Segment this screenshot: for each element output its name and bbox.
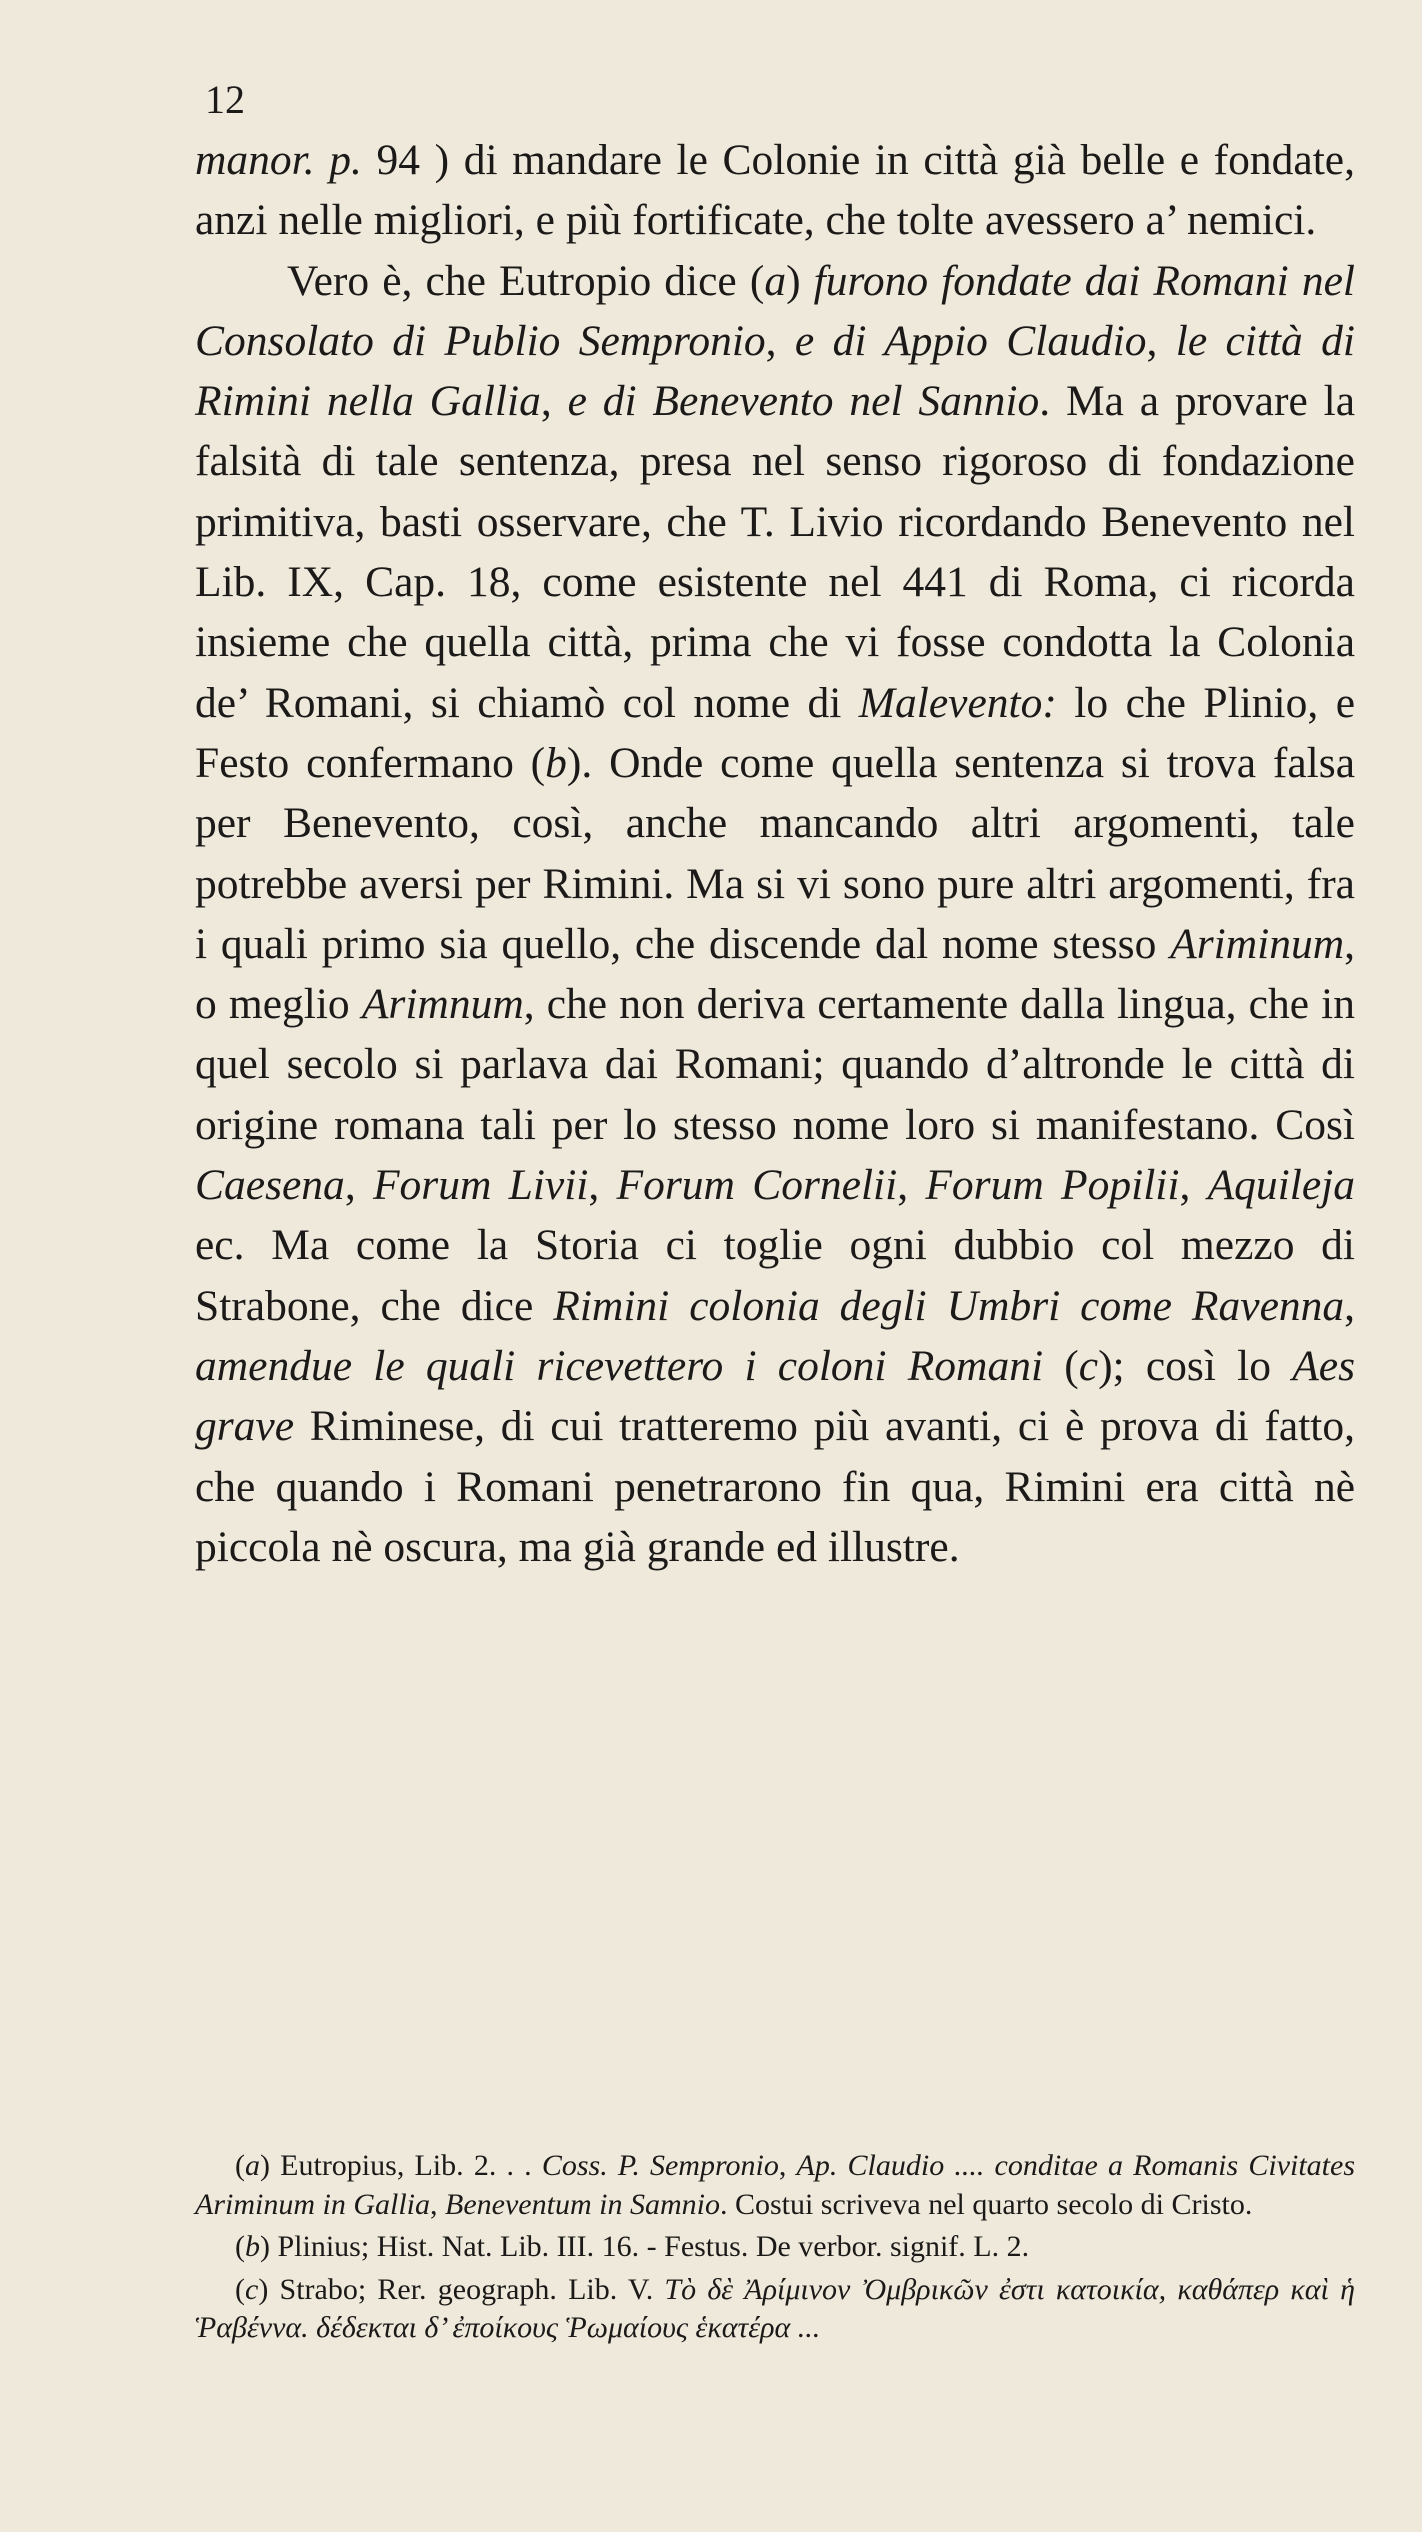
italic-text: Arimnum: [361, 980, 524, 1029]
text-run: ,: [1146, 316, 1176, 365]
text-run: ,: [897, 1161, 926, 1210]
italic-text: Ap. Claudio .... conditae a Romanis Civitates Ariminum in Gallia: [195, 2149, 1355, 2221]
text-run: ,: [778, 2149, 797, 2182]
italic-text: a: [764, 256, 787, 305]
text-run: ): [786, 256, 814, 305]
text-run: (: [235, 2149, 245, 2182]
text-run: , che non deriva certamente dalla lingua, che in quel secolo si parlava dai Romani; quando d’altronde le città di origine romana tali per lo stesso nome loro si manifestano. Così: [195, 980, 1355, 1149]
text-run: ,: [1344, 1281, 1355, 1330]
text-run: ,: [344, 1161, 373, 1210]
italic-text: Malevento:: [858, 678, 1057, 727]
italic-text: c: [1078, 1341, 1099, 1390]
text-run: (: [235, 2230, 245, 2263]
italic-text: Aes grave: [195, 1341, 1355, 1451]
footnote-1: [195, 2147, 1355, 2224]
text-run: lo che Plinio, e Festo confermano (: [195, 678, 1355, 787]
text-run: ,: [430, 2187, 446, 2221]
footnotes: [195, 2147, 1355, 2352]
footnote-3: [195, 2271, 1355, 2348]
text-run: Vero è, che Eutropio dice (: [287, 256, 765, 305]
italic-text: amendue le quali ricevettero i coloni Romani: [195, 1341, 1044, 1390]
italic-text: Rimini colonia degli Umbri come Ravenna: [553, 1281, 1345, 1330]
italic-text: b: [545, 738, 567, 787]
text-run: ) Eutropius, Lib. 2. . .: [260, 2149, 542, 2182]
text-run: ec. Ma come la Storia ci toglie ogni dubbio col mezzo di Strabone, che dice: [195, 1221, 1355, 1330]
italic-text: Ariminum: [1170, 919, 1345, 968]
italic-text: Aquileja: [1207, 1161, 1355, 1210]
italic-text: Caesena: [195, 1161, 345, 1210]
text-run: ,: [765, 316, 795, 365]
italic-text: Forum Cornelii: [616, 1161, 898, 1210]
text-run: ,: [1179, 1161, 1208, 1210]
italic-text: furono fondate dai Romani nel Consolato di Publio Sempronio: [195, 256, 1355, 365]
italic-text: e di Appio Claudio: [794, 316, 1147, 365]
italic-text: Beneventum in Samnio: [445, 2187, 720, 2221]
italic-text: Forum Popilii: [925, 1161, 1180, 1210]
text-run: ) Strabo; Rer. geograph. Lib. V.: [258, 2272, 665, 2306]
text-run: Riminese, di cui tratteremo più avanti, ci è prova di fatto, che quando i Romani penetrarono fin qua, Rimini era città nè piccola nè oscura, ma già grande ed illustre.: [195, 1402, 1355, 1571]
text-run: 94 ) di mandare le Colonie in città già belle e fondate, anzi nelle migliori, e più fortificate, che tolte avessero a’ nemici.: [195, 136, 1355, 245]
text-run: , o meglio: [195, 919, 1355, 1029]
text-run: ,: [540, 377, 568, 426]
page-number: 12: [205, 77, 245, 122]
paragraph-2: [195, 251, 1355, 1578]
italic-text: Coss. P. Sempronio: [541, 2149, 779, 2182]
italic-text: e di Benevento nel Sannio: [567, 377, 1040, 426]
text-run: ). Onde come quella sentenza si trova falsa per Benevento, così, anche mancando altri argomenti, tale potrebbe aversi per Rimini. Ma si vi sono pure altri argomenti, fra i quali primo sia quello, che discende dal nome stesso: [195, 738, 1355, 968]
text-run: (: [235, 2272, 245, 2306]
text-run: (: [1043, 1341, 1079, 1390]
text-run: . Ma a provare la falsità di tale sentenza, presa nel senso rigoroso di fondazione primitiva, basti osservare, che T. Livio ricordando Benevento nel Lib. IX, Cap. 18, come esistente nel 441 di Roma, ci ricorda insieme che quella città, prima che vi fosse condotta la Colonia de’ Romani, si chiamò col nome di: [195, 377, 1355, 727]
text-run: . Costui scriveva nel quarto secolo di Cristo.: [719, 2187, 1253, 2221]
italic-text: manor. p.: [195, 136, 362, 184]
italic-text: le città di Rimini nella Gallia: [195, 316, 1356, 426]
italic-text: c: [245, 2272, 259, 2306]
italic-text: Forum Livii: [372, 1161, 589, 1210]
text-run: ,: [588, 1161, 617, 1210]
text-run: ); così lo: [1098, 1341, 1293, 1390]
main-text: [195, 130, 1355, 1577]
italic-text: b: [245, 2230, 260, 2263]
footnote-2: [195, 2228, 1355, 2267]
text-run: ) Plinius; Hist. Nat. Lib. III. 16. - Festus. De verbor. signif. L. 2.: [260, 2230, 1030, 2263]
paragraph-1: [195, 130, 1355, 251]
italic-text: a: [245, 2149, 260, 2182]
italic-text: Τὸ δὲ Ἀρίμινον Ὀμβρικῶν ἐστι κατοικία, καθάπερ καὶ ἡ Ῥαβέννα. δέδεκται δ’ ἐποίκους Ῥωμαίους ἑκατέρα ...: [195, 2272, 1355, 2344]
